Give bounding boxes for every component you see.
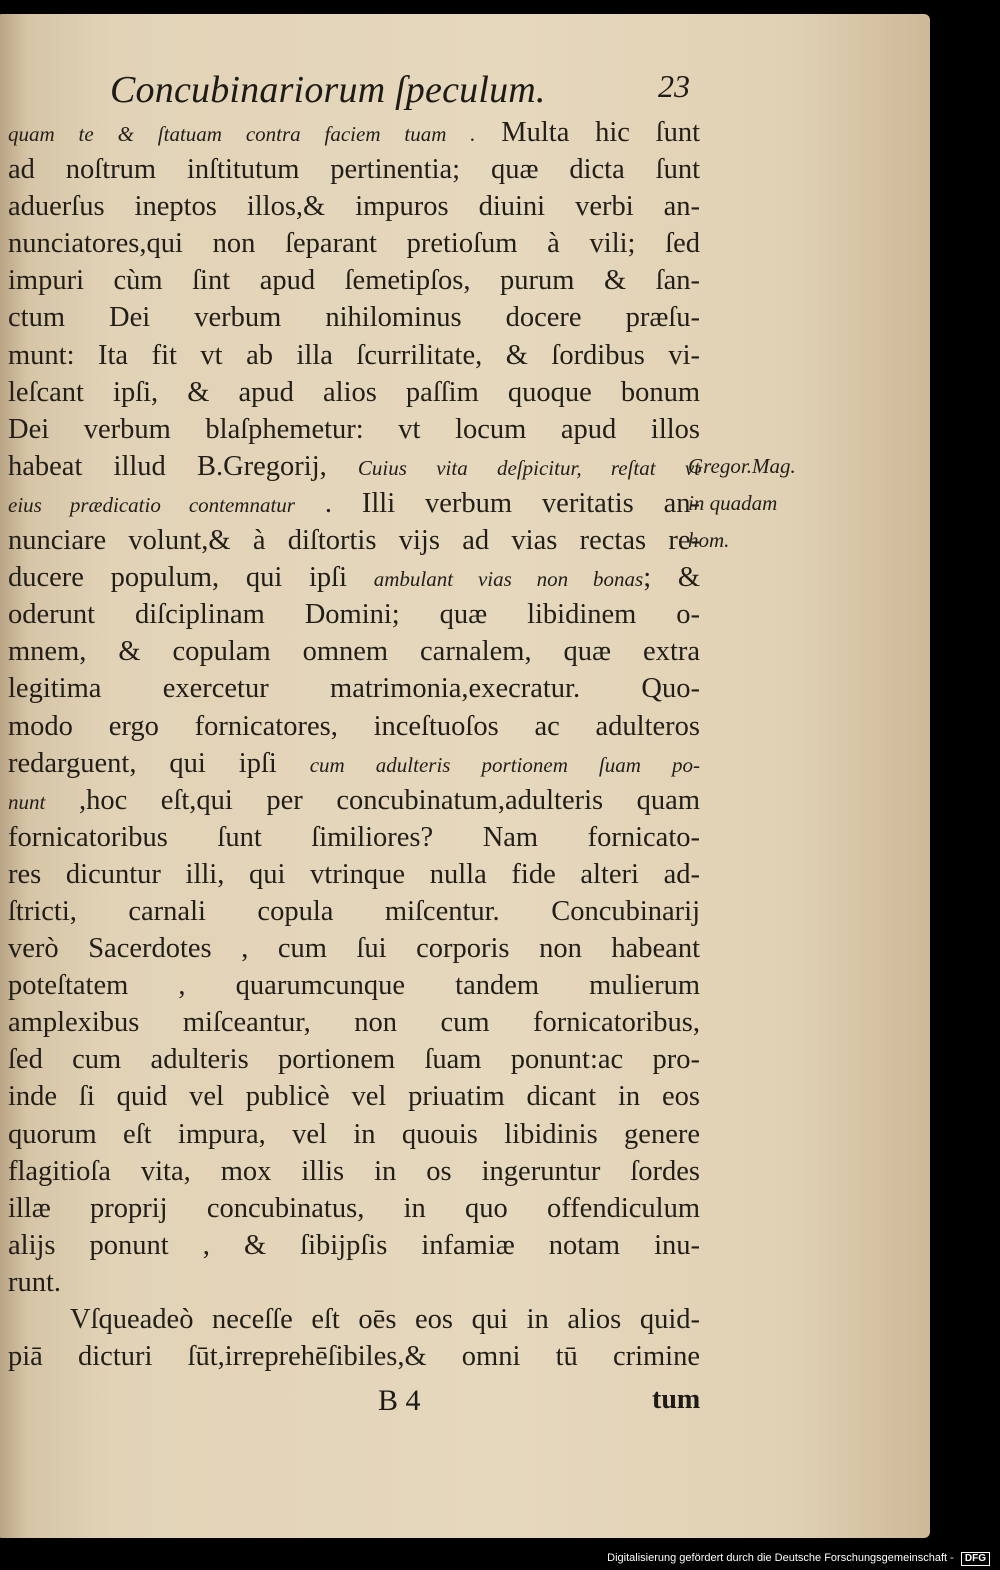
dfg-logo-icon: DFG bbox=[961, 1552, 990, 1566]
text-line bbox=[8, 522, 700, 559]
line-text: impuri cùm ſint apud ſemetipſos, purum & ſan- bbox=[8, 265, 700, 297]
text-line bbox=[8, 151, 700, 188]
line-text: fornicatoribus ſunt ſimiliores? Nam fornicato- bbox=[8, 821, 700, 853]
digitization-footer bbox=[607, 1552, 990, 1566]
line-text: ſed cum adulteris portionem ſuam ponunt:ac pro- bbox=[8, 1044, 700, 1076]
italic-quotation: ambulant vias non bonas bbox=[373, 567, 644, 592]
line-text: oderunt diſciplinam Domini; quæ libidinem o- bbox=[8, 599, 700, 631]
running-title: Concubinariorum ſpeculum. bbox=[110, 69, 546, 111]
text-line bbox=[8, 1338, 700, 1375]
line-text: flagitioſa vita, mox illis in os ingeruntur ſordes bbox=[8, 1155, 700, 1187]
margin-notes bbox=[688, 448, 918, 559]
line-text: piā dicturi ſūt,irreprehēſibiles,& omni tū crimine bbox=[8, 1341, 700, 1373]
text-line bbox=[8, 374, 700, 411]
line-text: leſcant ipſi, & apud alios paſſim quoque bonum bbox=[8, 376, 700, 408]
line-text: Dei verbum blaſphemetur: vt locum apud illos bbox=[8, 413, 700, 445]
line-text: nunciare volunt,& à diſtortis vijs ad vias rectas re- bbox=[8, 525, 700, 557]
line-text: ,hoc eſt,qui per concubinatum,adulteris quam bbox=[78, 784, 701, 816]
line-text: nunciatores,qui non ſeparant pretioſum à vili; ſed bbox=[8, 228, 700, 260]
text-line bbox=[8, 1190, 700, 1227]
line-text: ad noſtrum inſtitutum pertinentia; quæ dicta ſunt bbox=[8, 154, 700, 186]
text-line bbox=[8, 1078, 700, 1115]
text-line bbox=[8, 782, 700, 819]
text-line bbox=[8, 485, 700, 522]
italic-quotation: nunt bbox=[8, 789, 46, 814]
text-line bbox=[8, 967, 700, 1004]
text-line bbox=[8, 188, 700, 225]
text-line bbox=[8, 596, 700, 633]
text-line bbox=[8, 745, 700, 782]
italic-quotation: quam te & ſtatuam contra faciem tuam . bbox=[8, 122, 476, 146]
line-text: ſtricti, carnali copula miſcentur. Concubinarij bbox=[8, 895, 700, 927]
line-text: redarguent, qui ipſi bbox=[8, 747, 277, 779]
line-text: modo ergo fornicatores, inceſtuoſos ac adulteros bbox=[8, 710, 700, 742]
line-text: ducere populum, qui ipſi bbox=[8, 562, 348, 594]
text-line bbox=[8, 448, 700, 485]
text-line bbox=[8, 708, 700, 745]
text-line bbox=[8, 819, 700, 856]
text-line bbox=[8, 633, 700, 670]
line-text: . Illi verbum veritatis an- bbox=[324, 487, 701, 519]
digitization-credit: Digitalisierung gefördert durch die Deutsche Forschungsgemeinschaft - bbox=[607, 1552, 954, 1564]
text-line bbox=[8, 262, 700, 299]
text-line bbox=[8, 893, 700, 930]
line-text: habeat illud B.Gregorij, bbox=[8, 450, 327, 482]
line-text: legitima exercetur matrimonia,execratur. Quo- bbox=[8, 673, 700, 705]
text-line bbox=[8, 1264, 700, 1301]
text-line bbox=[8, 930, 700, 967]
text-line bbox=[8, 299, 700, 336]
line-text: Vſqueadeò neceſſe eſt oēs eos qui in alios quid- bbox=[70, 1304, 700, 1335]
text-line bbox=[8, 559, 700, 596]
line-text: verò Sacerdotes , cum ſui corporis non habeant bbox=[8, 933, 700, 965]
body-text bbox=[8, 114, 700, 1375]
italic-quotation: eius prædicatio contemnatur bbox=[8, 492, 295, 517]
line-text: inde ſi quid vel publicè vel priuatim dicant in eos bbox=[8, 1081, 700, 1113]
margin-note: Gregor.Mag. bbox=[688, 454, 796, 478]
italic-quotation: Cuius vita deſpicitur, reſtat vt bbox=[357, 455, 701, 480]
text-line bbox=[8, 337, 700, 374]
text-line bbox=[8, 411, 700, 448]
text-line bbox=[8, 114, 700, 151]
line-text: illæ proprij concubinatus, in quo offendiculum bbox=[8, 1192, 700, 1224]
page-number: 23 bbox=[658, 68, 690, 104]
text-line bbox=[8, 1301, 700, 1338]
margin-note: hom. bbox=[688, 528, 730, 553]
line-text-tail: ; & bbox=[643, 562, 701, 594]
text-line bbox=[8, 1153, 700, 1190]
text-line bbox=[8, 1227, 700, 1264]
margin-note: in quadam bbox=[688, 491, 778, 516]
page-header bbox=[110, 68, 690, 118]
italic-quotation: cum adulteris portionem ſuam po- bbox=[309, 752, 700, 777]
line-text: aduerſus ineptos illos,& impuros diuini verbi an- bbox=[8, 191, 700, 223]
line-text: ctum Dei verbum nihilominus docere præſu- bbox=[8, 302, 700, 334]
line-text: quorum eſt impura, vel in quouis libidinis genere bbox=[8, 1118, 700, 1150]
line-text: poteſtatem , quarumcunque tandem mulierum bbox=[8, 970, 700, 1002]
text-line bbox=[8, 1004, 700, 1041]
line-text: Multa hic ſunt bbox=[501, 117, 700, 148]
text-line bbox=[8, 856, 700, 893]
line-text: munt: Ita fit vt ab illa ſcurrilitate, & ſordibus vi- bbox=[8, 339, 700, 371]
catchword: tum bbox=[652, 1384, 701, 1415]
text-line bbox=[8, 225, 700, 262]
line-text: mnem, & copulam omnem carnalem, quæ extra bbox=[8, 636, 700, 668]
text-line bbox=[8, 1041, 700, 1078]
text-line bbox=[8, 1116, 700, 1153]
signature-mark: B 4 bbox=[378, 1384, 421, 1417]
line-text: runt. bbox=[8, 1266, 62, 1298]
line-text: amplexibus miſceantur, non cum fornicatoribus, bbox=[8, 1007, 700, 1039]
line-text: res dicuntur illi, qui vtrinque nulla fide alteri ad- bbox=[8, 858, 700, 890]
text-line bbox=[8, 670, 700, 707]
line-text: alijs ponunt , & ſibijpſis infamiæ notam inu- bbox=[8, 1229, 700, 1261]
